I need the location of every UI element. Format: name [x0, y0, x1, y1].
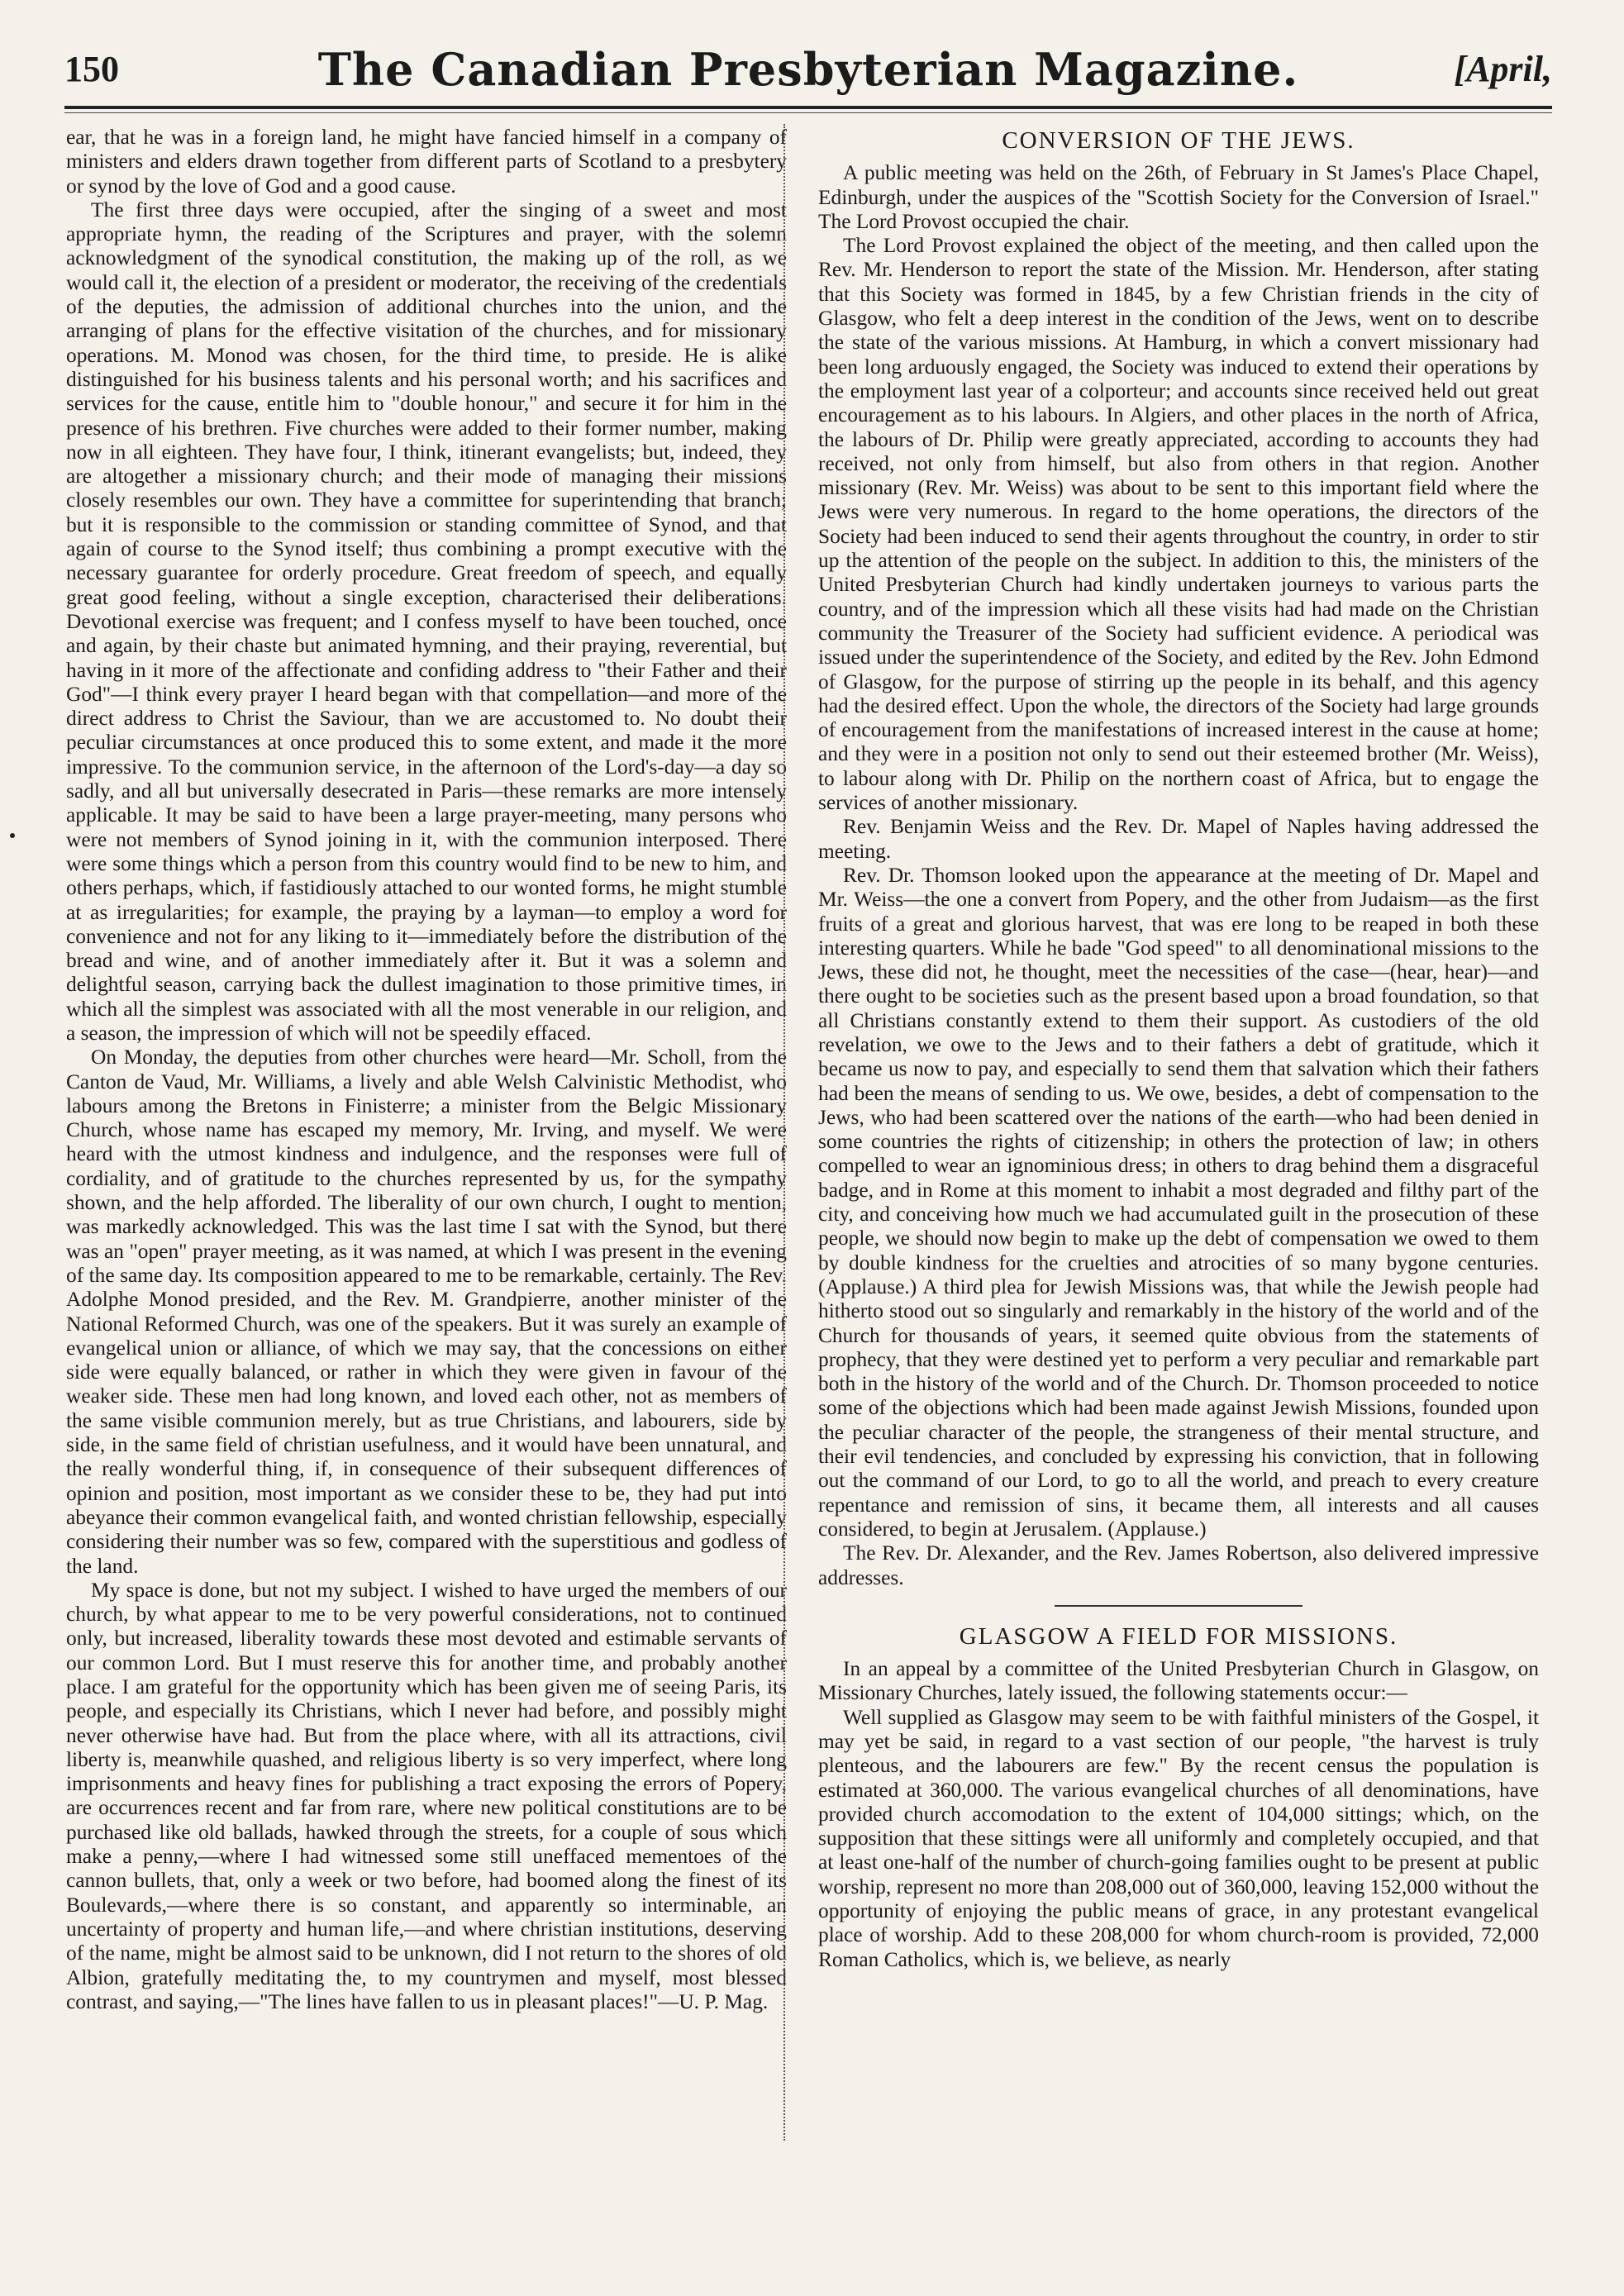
page-number: 150: [64, 49, 119, 89]
section-title-conversion: CONVERSION OF THE JEWS.: [1002, 127, 1355, 154]
paragraph: My space is done, but not my subject. I wished to have urged the members of our church, by what appear to me to be very powerful considerations, not to continued only, but increased, liberality towards these most devoted and estimable servants of our common Lord. But I must reserve this for another time, and probably another place. I am grateful for the opportunity which has been given me of seeing Paris, its people, and especially its Christians, which I never had before, and possibly might never otherwise have had. But from the place where, with all its attractions, civil liberty is, meanwhile quashed, and religious liberty is so very imperfect, where long imprisonments and heavy fines for publishing a tract exposing the errors of Popery, are occurrences recent and far from rare, where new political constitutions are to be purchased like old ballads, hawked through the streets, for a couple of sous which make a penny,—where I had witnessed some still uneffaced mementoes of the cannon bullets, that, only a week or two before, had boomed along the finest of its Boulevards,—where there is so constant, and apparently so interminable, an uncertainty of property and human life,—and where christian institutions, deserving of the name, might be almost said to be unknown, did I not return to the shores of old Albion, gratefully meditating the, to my countrymen and myself, most blessed contrast, and saying,—"The lines have fallen to us in pleasant places!"—U. P. Mag.: [66, 1578, 787, 2013]
magazine-title: The Canadian Presbyterian Magazine.: [317, 43, 1299, 96]
section-divider-rule: [1055, 1605, 1303, 1607]
paragraph: Well supplied as Glasgow may seem to be with faithful ministers of the Gospel, it may yet be said, in regard to a vast section of our people, "the harvest is truly plenteous, and the labourers are few." By the recent census the population is estimated at 360,000. The various evangelical churches of all denominations, have provided church accomodation to the extent of 104,000 sittings; which, on the supposition that these sittings were all uniformly and completely occupied, and that at least one-half of the number of church-going families ought to be present at public worship, represent no more than 208,000 out of 360,000, leaving 152,000 without the opportunity of enjoying the public means of grace, in any protestant evangelical place of worship. Add to these 208,000 for whom church-room is provided, 72,000 Roman Catholics, which is, we believe, as nearly: [818, 1705, 1539, 1971]
header-rule: [64, 106, 1552, 109]
paragraph: The Lord Provost explained the object of the meeting, and then called upon the Rev. Mr. Henderson to report the state of the Mission. Mr. Henderson, after stating that this Society was formed in 1845, by a few Christian friends in the city of Glasgow, who felt a deep interest in the condition of the Jews, went on to describe the state of the various missions. At Hamburg, in which a convert missionary had been long arduously engaged, the Society was induced to extend their operations by the employment last year of a colporteur; and accounts since received held out great encouragement as to his labours. In Algiers, and other places in the north of Africa, the labours of Dr. Philip were greatly appreciated, according to accounts they had received, not only from himself, but also from others in that region. Another missionary (Rev. Mr. Weiss) was about to be sent to this important field where the Jews were very numerous. In regard to the home operations, the directors of the Society had been induced to send their agents throughout the country, in order to stir up the attention of the people on the subject. In addition to this, the ministers of the United Presbyterian Church had kindly undertaken journeys to various parts the country, and of the impression which all these visits had had made on the Christian community the Treasurer of the Society had sufficient evidence. A periodical was issued under the superintendence of the Society, and edited by the Rev. John Edmond of Glasgow, for the purpose of stirring up the people in its behalf, and this agency had the desired effect. Upon the whole, the directors of the Society had large grounds of encouragement from the manifestations of increased interest in the cause at home; and they were in a position not only to send out their esteemed brother (Mr. Weiss), to labour along with Dr. Philip on the northern coast of Africa, but to engage the services of another missionary.: [818, 234, 1539, 815]
paragraph: Rev. Dr. Thomson looked upon the appearance at the meeting of Dr. Mapel and Mr. Weiss—the one a convert from Popery, and the other from Judaism—as the first fruits of a great and glorious harvest, that was ere long to be reaped in both these interesting quarters. While he bade "God speed" to all denominational missions to the Jews, these did not, he thought, meet the necessities of the case—(hear, hear)—and there ought to be societies such as the present based upon a broad foundation, so that all Christians constantly extend to them their support. As custodiers of the old revelation, we owe to the Jews and to their fathers a debt of gratitude, which it became us now to pay, and especially to send them that salvation which their fathers had been the means of sending to us. We owe, besides, a debt of compensation to the Jews, who had been scattered over the nations of the earth—who had been denied in some countries the rights of citizenship; in others the protection of law; in others compelled to wear an ignominious dress; in others to drag behind them a disgraceful badge, and in Rome at this moment to inhabit a most degraded and filthy part of the city, and conceiving how much we had accumulated guilt in the prosecution of these people, we should now begin to make up the debt of compensation we owed to them by double kindness for the cruelties and atrocities of so many bygone centuries. (Applause.) A third plea for Jewish Missions was, that while the Jewish people had hitherto stood out so singularly and remarkably in the history of the world and of the Church for thousands of years, it seemed quite obvious from the statements of prophecy, that they were destined yet to perform a very peculiar and remarkable part both in the history of the world and of the Church. Dr. Thomson proceeded to notice some of the objections which had been made against Jewish Missions, founded upon the peculiar character of the people, the strangeness of their mental structure, and their evil tendencies, and concluded by expressing his conviction, that in following out the command of our Lord, to go to all the world, and preach to every creature repentance and remission of sins, it became them, all interests and all causes considered, to begin at Jerusalem. (Applause.): [818, 863, 1539, 1541]
right-column: [818, 126, 1539, 2142]
paragraph: Rev. Benjamin Weiss and the Rev. Dr. Mapel of Naples having addressed the meeting.: [818, 815, 1539, 863]
page-header: [64, 43, 1552, 109]
section-title-glasgow: GLASGOW A FIELD FOR MISSIONS.: [959, 1622, 1398, 1650]
column-divider: [783, 124, 786, 2141]
left-column: [66, 126, 787, 2142]
paragraph: The first three days were occupied, after the singing of a sweet and most appropriate hymn, the reading of the Scriptures and prayer, with the solemn acknowledgment of the synodical constitution, the making up of the roll, as we would call it, the election of a president or moderator, the receiving of the credentials of the deputies, the admission of additional churches into the union, and the arranging of plans for the effective visitation of the churches, and for missionary operations. M. Monod was chosen, for the third time, to preside. He is alike distinguished for his business talents and his personal worth; and his sacrifices and services for the cause, entitle him to "double honour," and secure it for him in the presence of his brethren. Five churches were added to their former number, making now in all eighteen. They have four, I think, itinerant evangelists; but, indeed, they are altogether a missionary church; and their mode of managing their missions closely resembles our own. They have a committee for superintending that branch; but it is responsible to the commission or standing committee of Synod, and that again of course to the Synod itself; thus combining a prompt executive with the necessary guarantee for orderly procedure. Great freedom of speech, and equally great good feeling, without a single exception, characterised their deliberations. Devotional exercise was frequent; and I confess myself to have been touched, once and again, by their chaste but animated hymning, and their praying, reverential, but having in it more of the affectionate and confiding address to "their Father and their God"—I think every prayer I heard began with that compellation—and more of the direct address to Christ the Saviour, than we are accustomed to. No doubt their peculiar circumstances at once produced this to some extent, and made it the more impressive. To the communion service, in the afternoon of the Lord's-day—a day so sadly, and all but universally desecrated in Paris—these remarks are more intensely applicable. It may be said to have been a large prayer-meeting, many persons who were not members of Synod joining in it, with the communion interposed. There were some things which a person from this country would find to be new to him, and others perhaps, which, if fastidiously attached to our wonted forms, he might stumble at as irregularities; for example, the praying by a layman—to employ a word for convenience and not for any liking to it—immediately before the distribution of the bread and wine, and of another immediately after it. But it was a solemn and delightful season, carrying back the dullest imagination to those primitive times, in which all the simplest was associated with all the most venerable in our religion, and a season, the impression of which will not be speedily effaced.: [66, 198, 787, 1045]
paragraph: In an appeal by a committee of the United Presbyterian Church in Glasgow, on Missionary Churches, lately issued, the following statements occur:—: [818, 1657, 1539, 1705]
margin-mark: [10, 833, 15, 838]
paragraph: ear, that he was in a foreign land, he might have fancied himself in a company of ministers and elders drawn together from different parts of Scotland to a presbytery or synod by the love of God and a good cause.: [66, 126, 787, 198]
issue-month: [April,: [1454, 49, 1552, 89]
header-rule-thin: [64, 112, 1552, 113]
paragraph: On Monday, the deputies from other churches were heard—Mr. Scholl, from the Canton de Vaud, Mr. Williams, a lively and able Welsh Calvinistic Methodist, who labours among the Bretons in Finisterre; a minister from the Belgic Missionary Church, whose name has escaped my memory, Mr. Irving, and myself. We were heard with the utmost kindness and indulgence, and the responses were full of cordiality, and of gratitude to the churches represented by us, for the sympathy shown, and the help afforded. The liberality of our own church, I ought to mention, was markedly acknowledged. This was the last time I sat with the Synod, but there was an "open" prayer meeting, as it was named, at which I was present in the evening of the same day. Its composition appeared to me to be remarkable, certainly. The Rev. Adolphe Monod presided, and the Rev. M. Grandpierre, another minister of the National Reformed Church, was one of the speakers. But it was surely an example of evangelical union or alliance, of which we may say, that the concessions on either side were equally balanced, or rather in which they were given in favour of the weaker side. These men had long known, and loved each other, not as members of the same visible communion merely, but as true Christians, and labourers, side by side, in the same field of christian usefulness, and it would have been unnatural, and the really wonderful thing, if, in consequence of their subsequent differences of opinion and position, most important as we consider these to be, they had put into abeyance their common evangelical faith, and wonted christian fellowship, especially considering their number was so few, compared with the superstitious and godless of the land.: [66, 1046, 787, 1578]
paragraph: The Rev. Dr. Alexander, and the Rev. James Robertson, also delivered impressive addresses.: [818, 1541, 1539, 1589]
paragraph: A public meeting was held on the 26th, of February in St James's Place Chapel, Edinburgh, under the auspices of the "Scottish Society for the Conversion of Israel." The Lord Provost occupied the chair.: [818, 161, 1539, 233]
